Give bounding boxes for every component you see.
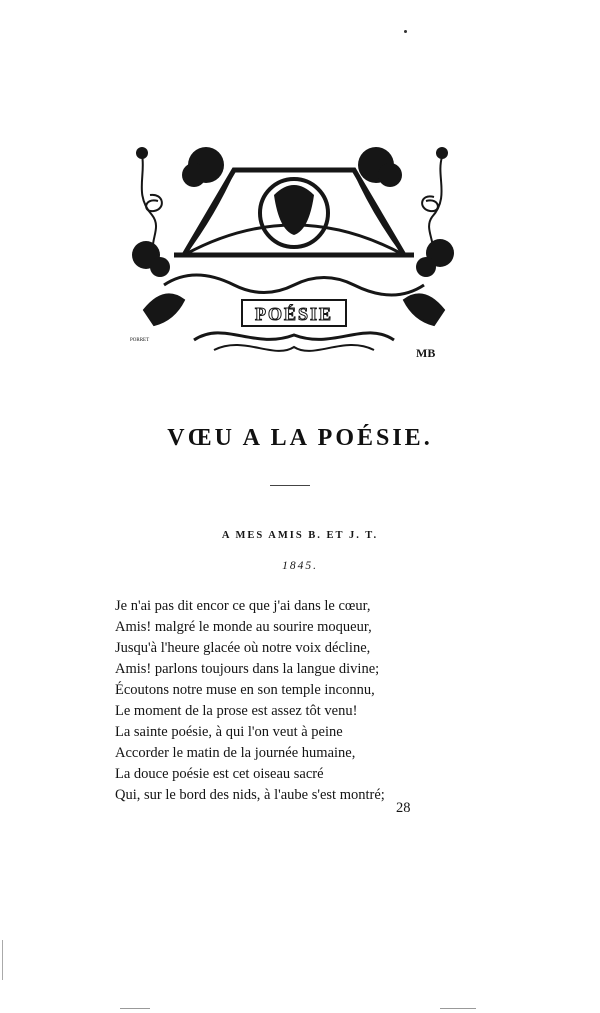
scan-edge-mark [2,940,3,980]
poem-line: Amis! malgré le monde au sourire moqueur, [115,619,372,635]
banner-text: POÉSIE [254,304,334,324]
dedication: A MES AMIS B. ET J. T. [221,530,379,541]
poem-line: Amis! parlons toujours dans la langue divine; [115,661,380,677]
title-rule [270,485,310,486]
poem-line: La douce poésie est cet oiseau sacré [115,766,324,782]
artist-monogram: MB [416,346,436,360]
poem-stanza [115,596,430,806]
poem-line: Je n'ai pas dit encor ce que j'ai dans le cœur, [115,598,371,614]
scan-bottom-mark [120,1008,150,1009]
poem-line: Jusqu'à l'heure glacée où notre voix décline, [115,640,371,656]
ribbon [164,275,424,295]
left-loop [146,195,162,211]
poem-line: Écoutons notre muse en son temple inconnu, [115,682,375,698]
medallion-figure [274,185,314,235]
right-ribbon-end [404,294,444,325]
left-ribbon-end [144,294,184,325]
poem-line: Accorder le matin de la journée humaine, [115,745,356,761]
ink-speck [404,30,407,33]
right-loop [422,196,438,211]
poem-line: Qui, sur le bord des nids, à l'aube s'est montré; [115,787,385,803]
poem-year: 1845. [282,560,318,572]
foliage [194,333,394,340]
poem-line: Le moment de la prose est assez tôt venu! [115,703,358,719]
poem-title: VŒU A LA POÉSIE. [167,425,433,451]
scan-bottom-mark [440,1008,476,1009]
page-number: 28 [396,800,411,816]
poesie-vignette [124,135,464,370]
poem-line: La sainte poésie, à qui l'on veut à peine [115,724,343,740]
foliage-lower [214,345,374,351]
left-bud [136,147,148,159]
engraver-signature: PORRET [130,338,150,343]
right-bud [436,147,448,159]
